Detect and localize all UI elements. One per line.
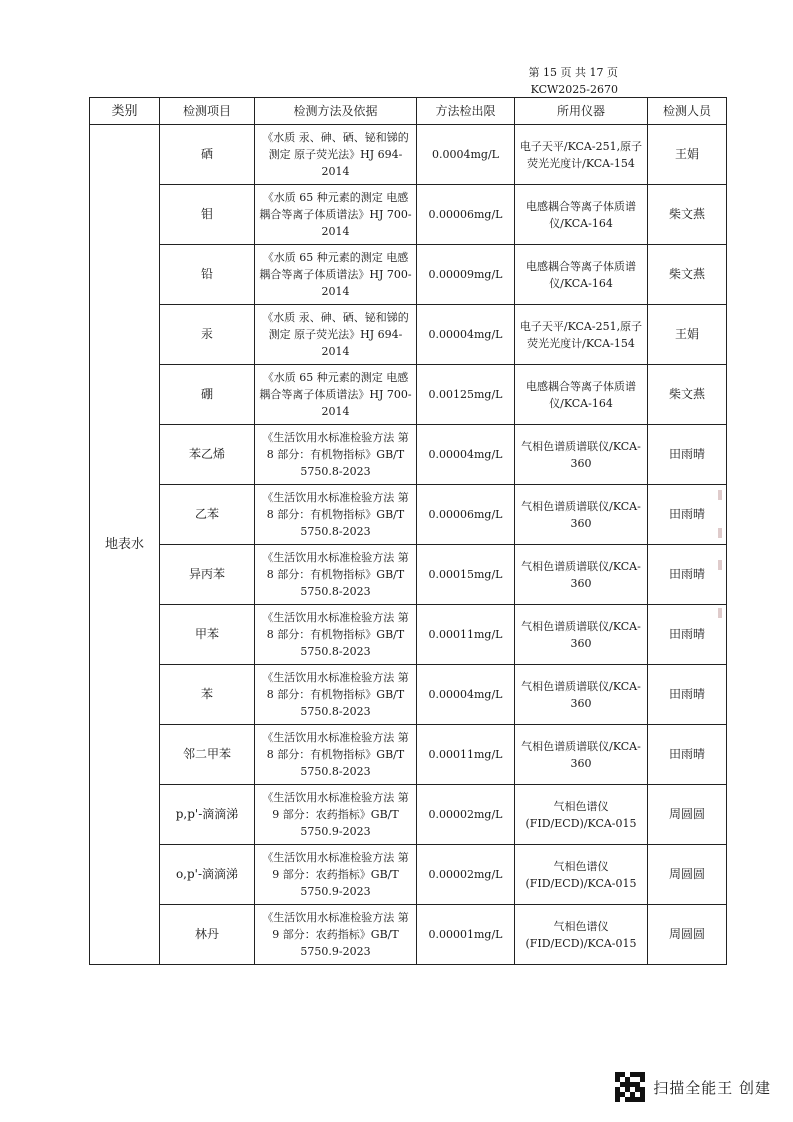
instrument-cell: 电感耦合等离子体质谱仪/KCA-164 [515, 365, 648, 425]
limit-cell: 0.00001mg/L [417, 905, 515, 965]
method-cell: 《生活饮用水标准检验方法 第 8 部分：有机物指标》GB/T 5750.8-2023 [255, 605, 417, 665]
method-cell: 《水质 65 种元素的测定 电感耦合等离子体质谱法》HJ 700-2014 [255, 185, 417, 245]
item-cell: 苯乙烯 [160, 425, 255, 485]
method-cell: 《水质 65 种元素的测定 电感耦合等离子体质谱法》HJ 700-2014 [255, 245, 417, 305]
limit-cell: 0.0004mg/L [417, 125, 515, 185]
instrument-cell: 电子天平/KCA-251,原子荧光光度计/KCA-154 [515, 305, 648, 365]
table-row [90, 845, 727, 905]
person-cell: 王娟 [648, 125, 727, 185]
item-cell: o,p'-滴滴涕 [160, 845, 255, 905]
table-row [90, 785, 727, 845]
instrument-cell: 气相色谱质谱联仪/KCA-360 [515, 605, 648, 665]
method-cell: 《生活饮用水标准检验方法 第 8 部分：有机物指标》GB/T 5750.8-2023 [255, 545, 417, 605]
table-row [90, 545, 727, 605]
item-cell: 铅 [160, 245, 255, 305]
method-cell: 《生活饮用水标准检验方法 第 8 部分：有机物指标》GB/T 5750.8-2023 [255, 425, 417, 485]
item-cell: 异丙苯 [160, 545, 255, 605]
person-cell: 田雨晴 [648, 485, 727, 545]
instrument-cell: 气相色谱仪(FID/ECD)/KCA-015 [515, 785, 648, 845]
item-cell: p,p'-滴滴涕 [160, 785, 255, 845]
method-cell: 《生活饮用水标准检验方法 第 8 部分：有机物指标》GB/T 5750.8-2023 [255, 665, 417, 725]
instrument-cell: 电感耦合等离子体质谱仪/KCA-164 [515, 185, 648, 245]
table-row [90, 185, 727, 245]
person-cell: 田雨晴 [648, 725, 727, 785]
limit-cell: 0.00125mg/L [417, 365, 515, 425]
item-cell: 硒 [160, 125, 255, 185]
person-cell: 柴文燕 [648, 185, 727, 245]
method-cell: 《水质 汞、砷、硒、铋和锑的测定 原子荧光法》HJ 694-2014 [255, 125, 417, 185]
table-row [90, 365, 727, 425]
table-row [90, 425, 727, 485]
edge-stamp-marks [718, 490, 724, 630]
person-cell: 周圆圆 [648, 785, 727, 845]
limit-cell: 0.00004mg/L [417, 305, 515, 365]
limit-cell: 0.00006mg/L [417, 485, 515, 545]
limit-cell: 0.00004mg/L [417, 425, 515, 485]
person-cell: 周圆圆 [648, 905, 727, 965]
method-cell: 《生活饮用水标准检验方法 第 9 部分：农药指标》GB/T 5750.9-2023 [255, 785, 417, 845]
watermark-text: 扫描全能王 创建 [653, 1078, 771, 1097]
instrument-cell: 气相色谱质谱联仪/KCA-360 [515, 425, 648, 485]
item-cell: 乙苯 [160, 485, 255, 545]
col-header-person: 检测人员 [648, 98, 727, 125]
method-cell: 《水质 汞、砷、硒、铋和锑的测定 原子荧光法》HJ 694-2014 [255, 305, 417, 365]
limit-cell: 0.00004mg/L [417, 665, 515, 725]
method-cell: 《生活饮用水标准检验方法 第 8 部分：有机物指标》GB/T 5750.8-2023 [255, 725, 417, 785]
item-cell: 钼 [160, 185, 255, 245]
item-cell: 汞 [160, 305, 255, 365]
col-header-method: 检测方法及依据 [255, 98, 417, 125]
table-row [90, 905, 727, 965]
person-cell: 田雨晴 [648, 605, 727, 665]
instrument-cell: 电子天平/KCA-251,原子荧光光度计/KCA-154 [515, 125, 648, 185]
col-header-instrument: 所用仪器 [515, 98, 648, 125]
person-cell: 柴文燕 [648, 245, 727, 305]
person-cell: 田雨晴 [648, 665, 727, 725]
item-cell: 硼 [160, 365, 255, 425]
col-header-category: 类别 [90, 98, 160, 125]
table-body [90, 125, 727, 965]
limit-cell: 0.00015mg/L [417, 545, 515, 605]
test-method-table [89, 97, 727, 965]
method-cell: 《生活饮用水标准检验方法 第 9 部分：农药指标》GB/T 5750.9-2023 [255, 845, 417, 905]
category-cell: 地表水 [90, 125, 160, 965]
table-row [90, 125, 727, 185]
qr-code-icon [615, 1072, 645, 1102]
person-cell: 田雨晴 [648, 545, 727, 605]
instrument-cell: 气相色谱质谱联仪/KCA-360 [515, 545, 648, 605]
table-row [90, 665, 727, 725]
item-cell: 甲苯 [160, 605, 255, 665]
table-header-row [90, 98, 727, 125]
limit-cell: 0.00011mg/L [417, 605, 515, 665]
col-header-limit: 方法检出限 [417, 98, 515, 125]
limit-cell: 0.00011mg/L [417, 725, 515, 785]
table-row [90, 485, 727, 545]
instrument-cell: 气相色谱质谱联仪/KCA-360 [515, 485, 648, 545]
limit-cell: 0.00006mg/L [417, 185, 515, 245]
item-cell: 邻二甲苯 [160, 725, 255, 785]
instrument-cell: 气相色谱仪(FID/ECD)/KCA-015 [515, 845, 648, 905]
item-cell: 苯 [160, 665, 255, 725]
instrument-cell: 气相色谱质谱联仪/KCA-360 [515, 725, 648, 785]
table-row [90, 725, 727, 785]
scanner-watermark [615, 1072, 771, 1102]
table-row [90, 605, 727, 665]
instrument-cell: 气相色谱质谱联仪/KCA-360 [515, 665, 648, 725]
instrument-cell: 气相色谱仪(FID/ECD)/KCA-015 [515, 905, 648, 965]
item-cell: 林丹 [160, 905, 255, 965]
instrument-cell: 电感耦合等离子体质谱仪/KCA-164 [515, 245, 648, 305]
report-number: KCW2025-2670 [530, 83, 618, 96]
limit-cell: 0.00002mg/L [417, 845, 515, 905]
limit-cell: 0.00009mg/L [417, 245, 515, 305]
page-info [529, 64, 618, 98]
page-number: 第 15 页 共 17 页 [528, 66, 618, 79]
method-cell: 《生活饮用水标准检验方法 第 8 部分：有机物指标》GB/T 5750.8-2023 [255, 485, 417, 545]
person-cell: 王娟 [648, 305, 727, 365]
person-cell: 柴文燕 [648, 365, 727, 425]
col-header-item: 检测项目 [160, 98, 255, 125]
person-cell: 田雨晴 [648, 425, 727, 485]
method-cell: 《水质 65 种元素的测定 电感耦合等离子体质谱法》HJ 700-2014 [255, 365, 417, 425]
table-row [90, 305, 727, 365]
method-cell: 《生活饮用水标准检验方法 第 9 部分：农药指标》GB/T 5750.9-2023 [255, 905, 417, 965]
person-cell: 周圆圆 [648, 845, 727, 905]
limit-cell: 0.00002mg/L [417, 785, 515, 845]
table-row [90, 245, 727, 305]
